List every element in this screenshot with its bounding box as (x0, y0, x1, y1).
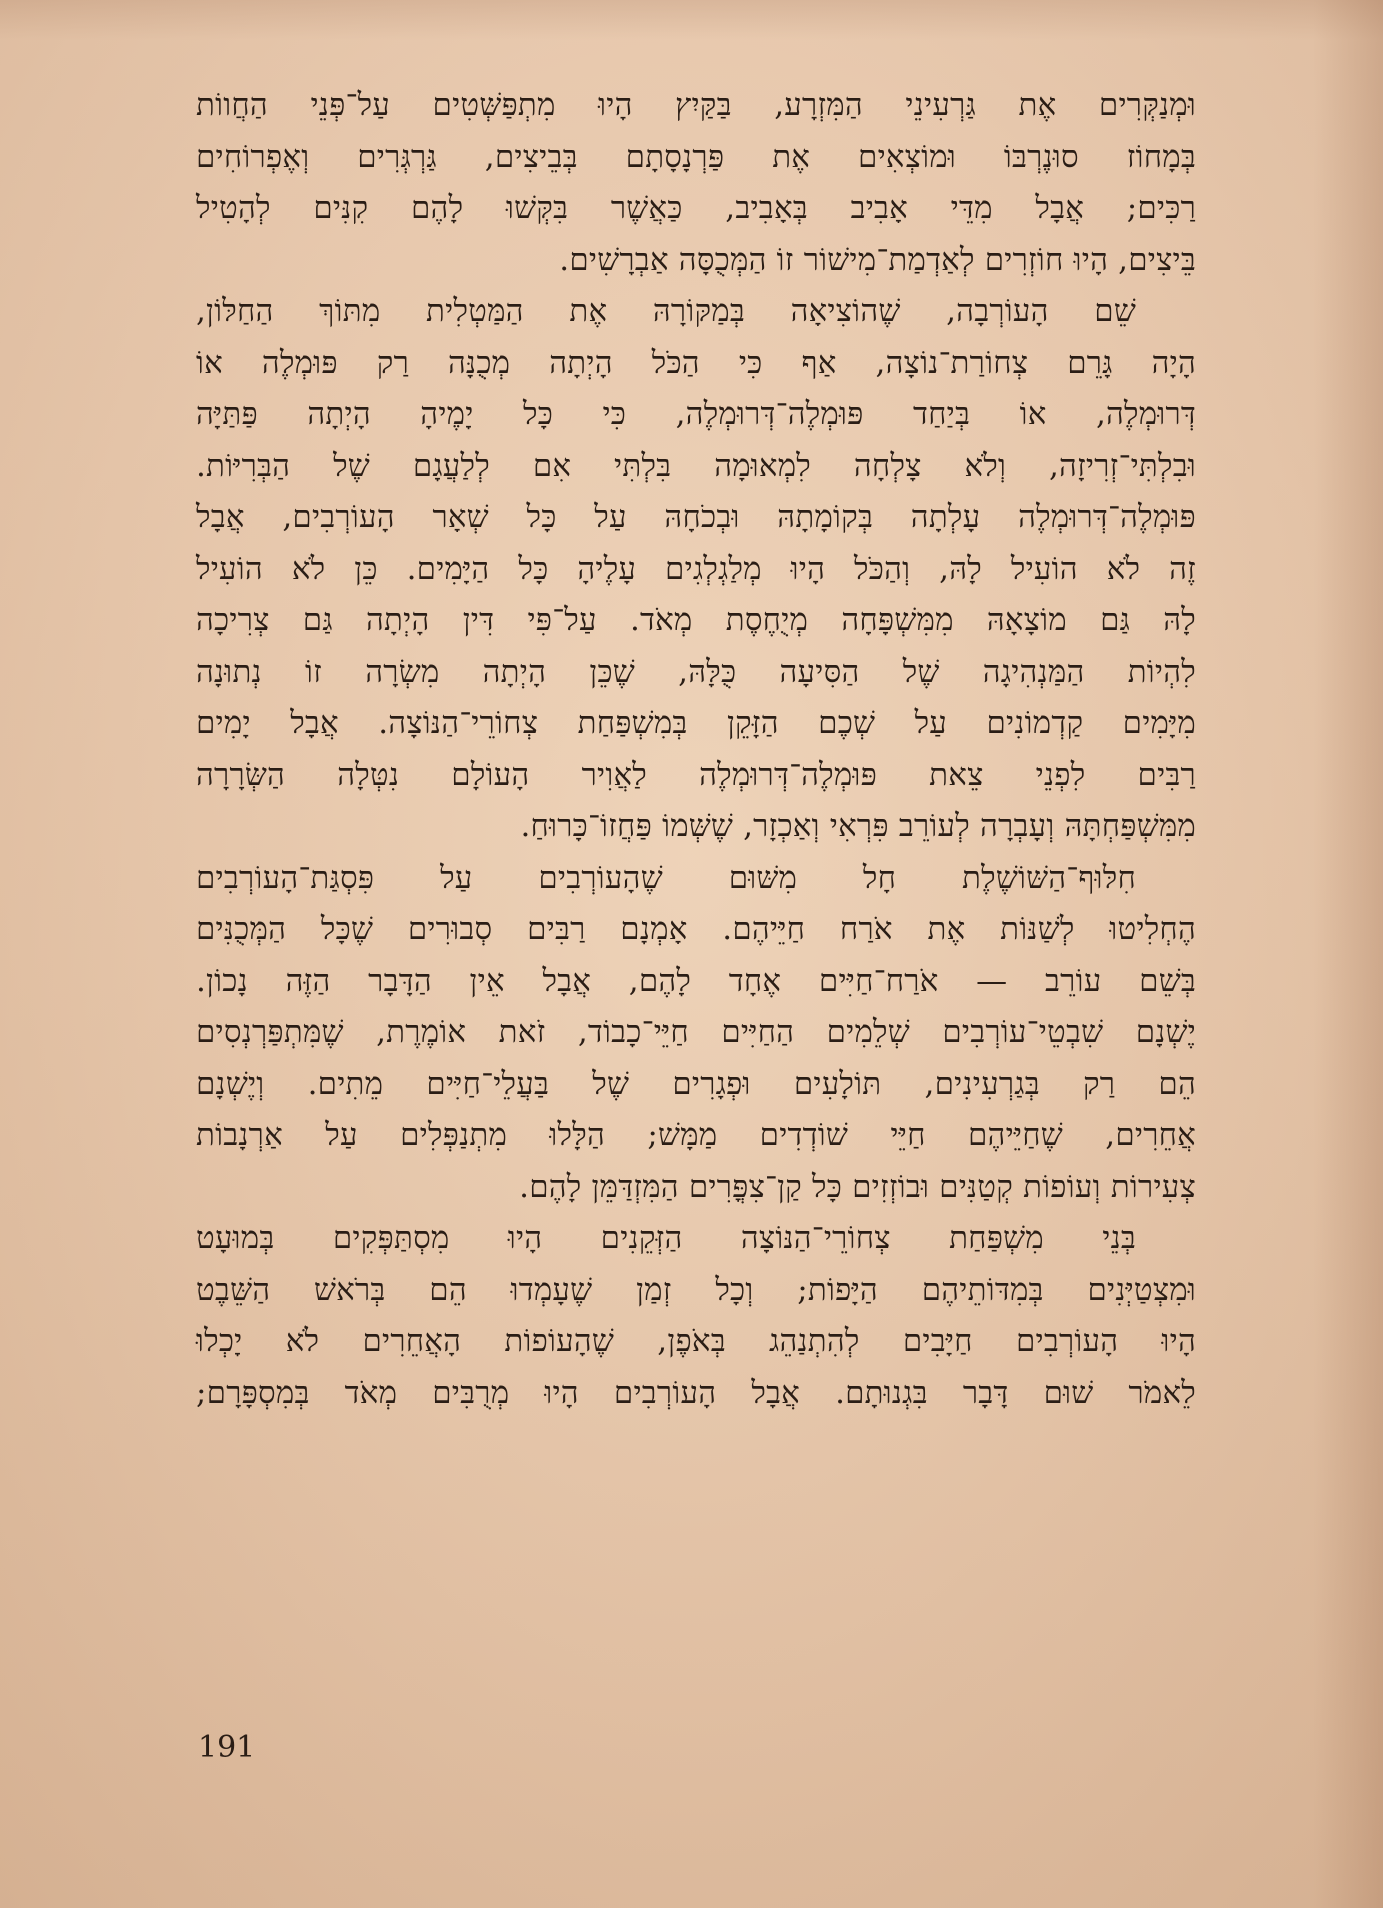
page-right-shadow (1313, 0, 1383, 1908)
page-top-shadow (0, 0, 1383, 40)
page-text (196, 80, 1196, 1419)
text-line: לָהּ גַּם מוֹצָאָהּ מִמִּשְׁפָּחָה מְיֻחֶסֶת מְאֹד. עַל־פִּי דִּין הָיְתָה גַּם צְרִיכָה (196, 602, 1196, 638)
text-line: הֵם רַק בְּגַרְעִינִים, תּוֹלָעִים וּפְגָרִים שֶׁל בַּעֲלֵי־חַיִּים מֵתִים. וְיֶשְׁנָם (196, 1065, 1196, 1102)
text-line: בְּנֵי מִשְׁפַּחַת צְחוֹרֵי־הַנּוֹצָה הַזְּקֵנִים הָיוּ מִסְתַּפְּקִים בְּמוּעָט (196, 1220, 1136, 1256)
text-line: וּמְנַקְּרִים אֶת גַּרְעִינֵי הַמִּזְרָע, בַּקַּיִץ הָיוּ מִתְפַּשְּׁטִים עַל־פְּנֵי הַחֲווֹת (196, 87, 1196, 123)
text-line: הָיָה גָּרֵם צְחוֹרַת־נוֹצָה, אַף כִּי הַכֹּל הָיְתָה מְכֻנָּה רַק פּוּמְלֶה אוֹ (196, 344, 1196, 381)
text-line: הָיוּ הָעוֹרְבִים חַיָּבִים לְהִתְנַהֵג בְּאֹפֶן, שֶׁהָעוֹפוֹת הָאֲחֵרִים לֹא יָכְלוּ (196, 1323, 1196, 1359)
text-line: בֵּיצִים, הָיוּ חוֹזְרִים לְאַדְמַת־מִישׁוֹר זוֹ הַמְּכֻסָּה אַבְרָשִׁים. (559, 241, 1196, 278)
text-line: לִהְיוֹת הַמַּנְהִיגָה שֶׁל הַסִּיעָה כֻּלָּהּ, שֶׁכֵּן הָיְתָה מִשְׂרָה זוֹ נְתוּנָה (196, 653, 1196, 690)
text-line: הֶחְלִיטוּ לְשַׁנּוֹת אֶת אֹרַח חַיֵּיהֶם. אָמְנָם רַבִּים סְבוּרִים שֶׁכָּל הַמְּכֻנִּים (196, 911, 1196, 947)
text-line: פּוּמְלֶה־דְּרוּמְלֶה עָלְתָה בְּקוֹמָתָהּ וּבְכֹחָהּ עַל כָּל שְׁאָר הָעוֹרְבִים, אֲבָל (196, 499, 1196, 535)
text-line: רַכִּים; אֲבָל מִדֵּי אָבִיב בְּאָבִיב, כַּאֲשֶׁר בִּקְּשׁוּ לָהֶם קִנִּים לְהָטִיל (196, 190, 1196, 226)
text-line: רַבִּים לִפְנֵי צֵאת פּוּמְלֶה־דְּרוּמְלֶה לַאֲוִיר הָעוֹלָם נִטְּלָה הַשְּׂרָרָה (196, 756, 1196, 793)
text-line: וּמִצְטַיְּנִים בְּמִדּוֹתֵיהֶם הַיָּפוֹת; וְכָל זְמַן שֶׁעָמְדוּ הֵם בְּרֹאשׁ הַשֵּׁבֶט (196, 1271, 1196, 1308)
page-number: 191 (198, 1730, 256, 1765)
text-line: חִלּוּף־הַשּׁוֹשֶׁלֶת חָל מִשּׁוּם שֶׁהָעוֹרְבִים עַל פִּסְגַּת־הָעוֹרְבִים (196, 859, 1136, 896)
text-line: בְּמָחוֹז סוּנֶרְבּוֹ וּמוֹצְאִים אֶת פַּרְנָסָתָם בְּבֵיצִים, גַּרְגְּרִים וְאֶפְרוֹחִים (196, 138, 1196, 175)
text-line: לֵאמֹר שׁוּם דָּבָר בִּגְנוּתָם. אֲבָל הָעוֹרְבִים הָיוּ מְרֻבִּים מְאֹד בְּמִסְפָּרָם; (196, 1374, 1196, 1411)
text-line: בְּשֵׁם עוֹרֵב — אֹרַח־חַיִּים אֶחָד לָהֶם, אֲבָל אֵין הַדָּבָר הַזֶּה נָכוֹן. (196, 962, 1196, 999)
text-line: צְעִירוֹת וְעוֹפוֹת קְטַנִּים וּבוֹזְזִים כָּל קַן־צִפֳּרִים הַמִּזְדַּמֵּן לָהֶם. (519, 1168, 1196, 1205)
text-line: זֶה לֹא הוֹעִיל לָהּ, וְהַכֹּל הָיוּ מְלַגְלְגִים עָלֶיהָ כָּל הַיָּמִים. כֵּן לֹא הוֹעִיל (196, 550, 1196, 587)
text-line: אֲחֵרִים, שֶׁחַיֵּיהֶם חַיֵּי שׁוֹדְדִים מַמָּשׁ; הַלָּלוּ מִתְנַפְּלִים עַל אַרְנָבוֹת (196, 1117, 1196, 1153)
text-line: דְּרוּמְלֶה, אוֹ בְּיַחַד פּוּמְלֶה־דְּרוּמְלֶה, כִּי כָּל יָמֶיהָ הָיְתָה פַּתַּיָּה (196, 396, 1196, 432)
text-line: יֶשְׁנָם שִׁבְטֵי־עוֹרְבִים שְׁלֵמִים הַחַיִּים חַיֵּי־כָבוֹד, זֹאת אוֹמֶרֶת, שֶׁמִּתְפַּרְנְסִים (196, 1014, 1196, 1050)
text-line: מִיָּמִים קַדְמוֹנִים עַל שְׁכֶם הַזָּקֵן בְּמִשְׁפַּחַת צְחוֹרֵי־הַנּוֹצָה. אֲבָל יָמִים (196, 705, 1196, 741)
text-line: וּבִלְתִּי־זְרִיזָה, וְלֹא צָלְחָה לִמְאוּמָה בִּלְתִּי אִם לְלַעֲגָם שֶׁל הַבְּרִיּוֹת. (196, 447, 1196, 484)
text-line: מִמִּשְׁפַּחְתָּהּ וְעָבְרָה לְעוֹרֵב פִּרְאִי וְאַכְזָר, שֶׁשְּׁמוֹ פַּחֲזוֹ־כָּרוּחַ. (520, 808, 1196, 844)
text-line: שֵׁם הָעוֹרְבָה, שֶׁהוֹצִיאָה בְּמַקּוֹרָהּ אֶת הַמַּטְלִית מִתּוֹךְ הַחַלּוֹן, (196, 293, 1136, 329)
